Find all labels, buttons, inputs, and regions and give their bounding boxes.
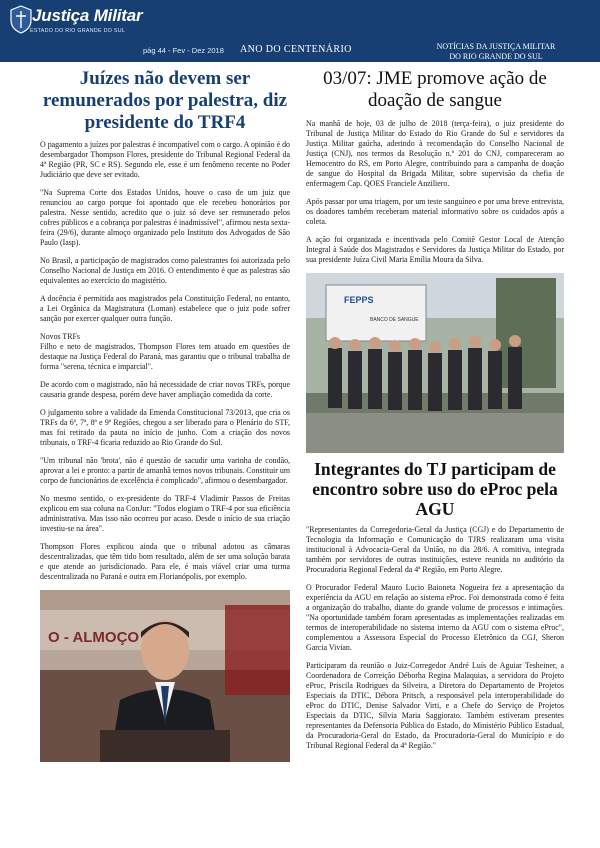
sign-logo-text: FEPPS (344, 295, 374, 305)
article-title: Integrantes do TJ participam de encontro sobre uso do eProc pela AGU (312, 459, 558, 519)
article-paragraph: No mesmo sentido, o ex-presidente do TRF-4 Vladimir Passos de Freitas explicou em sua coluna na ConJur: "Todos elogiam o TRF-4 por sua eficiência administrativa. Mas isso não ocorreu por acaso. Desde o início de sua criação investiu-se na área". (40, 494, 290, 533)
page-header (0, 0, 600, 62)
article-paragraph: O Procurador Federal Mauro Lucio Baioneta Nogueira fez a apresentação da experiência da AGU em relação ao sistema eProc. Foi demonstrada como é feita a organização do trabalho, diante do grande volume de processos e intimações. "Na oportunidade também foram apresentadas as implementações realizadas em termos de interoperabilidade no sistema interno da AGU com o sistema eProc", complementou a Assessora Especial do Processo Eletrônico da CGJ, Sheron Garcia Vivian. (306, 583, 564, 652)
article-paragraph: "Um tribunal não 'brota', não é questão de sacudir uma varinha de condão, aprovar a lei e pronto: a partir de amanhã temos novos tribunais. Constituir um corpo de funcionários de excelência é complicado", afirmou o desembargador. (40, 456, 290, 485)
article-paragraph: Na manhã de hoje, 03 de julho de 2018 (terça-feira), o juiz presidente do Tribunal de Justiça Militar do Estado do Rio Grande do Sul e servidores da Justiça Militar gaúcha, aderindo à recomendação do Conselho Nacional de Justiça (CNJ), nos termos da Resolução n.º 201 do CNJ, compareceram ao Hemocentro do RS, em Porto Alegre, contribuindo para a campanha de doação de sangue do Hospital da Brigada Militar, sobre supervisão da chefia de enfermagem Cap. QOES Franciele Anziliero. (306, 119, 564, 188)
article-paragraph: Após passar por uma triagem, por um teste sanguíneo e por uma breve entrevista, os doadores também receberam material informativo sobre os cuidados após a coleta. (306, 197, 564, 226)
article-paragraph: Participaram da reunião o Juiz-Corregedor André Luís de Aguiar Tesheiner, a Coordenadora de Correição Déborha Regina Malaquias, a servidora do Projeto eProc, Priscila Rodrigues da Silveira, a Diretora do Departamento de Projetos Especiais da DTIC, Débora Pritsch, a responsável pela interoperabilidade do eProc do DTIC, Denise Salvador Virti, e a Chefe do Serviço de Projetos Especiais da DTIC, Sílvia Maria Saggiorato. Também estiveram presentes representantes da Defensoria Pública do Estado, do Ministério Público Estadual, da Procuradoria-Geral do Estado, da Procuradoria-Geral do Município e do Tribunal Regional Federal da 4ª Região." (306, 661, 564, 750)
justica-militar-logo (8, 4, 143, 58)
page-info: pág 44 - Fev - Dez 2018 (143, 46, 224, 55)
article-paragraph: "Na Suprema Corte dos Estados Unidos, houve o caso de um juiz que renunciou ao cargo porque foi apontado que ele recebeu honorários por palestra. Nesse sentido, acredito que o juiz só deve ser remunerado pelos cofres públicos e a cobrança por palestras é inadmissível", afirmou nesta sexta-feira (29/6), durante almoço organizado pelo Instituto dos Advogados de São Paulo (Iasp). (40, 188, 290, 247)
speaker-photo-illustration (40, 590, 290, 762)
article-eproc-agu (306, 459, 564, 751)
article-title: Juízes não devem ser remunerados por palestra, diz presidente do TRF4 (42, 68, 288, 133)
article-paragraph: Thompson Flores explicou ainda que o tribunal adotou as câmaras descentralizadas, que têm tido bom resultado, além de ser uma solução barata e que atende ao jurisdicionado. Para ele, é mais viável criar uma turma descentralizada no Paraná e outra em Florianópolis, por exemplo. (40, 542, 290, 581)
header-section-title (402, 42, 590, 62)
group-photo-illustration (306, 273, 564, 453)
blood-donation-group-photo (306, 273, 564, 453)
article-paragraph: O julgamento sobre a validade da Emenda Constitucional 73/2013, que cria os TRFs da 6ª, 7ª, 8ª e 9ª Regiões, chegou a ser liberado para o Plenário do STF, mas foi retirado da pauta no início de junho. Com a criação dos novos tribunais, o TRF-4 ficaria reduzido ao Rio Grande do Sul. (40, 408, 290, 447)
header-centenary: ANO DO CENTENÁRIO (240, 44, 352, 55)
article-paragraph: Novos TRFs Filho e neto de magistrados, Thompson Flores tem atuado em questões de destaque na Justiça Federal do Paraná, mas garantiu que o tribunal trabalha de forma "serena, técnica e imparcial". (40, 332, 290, 371)
article-paragraph: A docência é permitida aos magistrados pela Constituição Federal, no entanto, a Lei Orgânica da Magistratura (Loman) estabelece que o juiz pode sofrer sanção por exercer qualquer outra função. (40, 294, 290, 323)
article-juizes (40, 68, 290, 762)
article-doacao-sangue (306, 68, 564, 453)
logo-text: Justiça Militar (32, 6, 143, 25)
article-paragraph: O pagamento a juízes por palestras é incompatível com o cargo. A opinião é do desembargador Thompson Flores, presidente do Tribunal Regional Federal da 4ª Região (PR, SC e RS). Segundo ele, esse é um fenômeno recente no Poder Judiciário que deve ser evitado. (40, 140, 290, 179)
article-paragraph: A ação foi organizada e incentivada pelo Comitê Gestor Local de Atenção Integral à Saúde dos Magistrados e Servidores da Justiça Militar do Estado, por sua presidente Juíza Civil Maria Emília Moura da Silva. (306, 235, 564, 264)
article-paragraph: "Representantes da Corregedoria-Geral da Justiça (CGJ) e do Departamento de Tecnologia da Informação e Comunicação do TJRS realizaram uma visita institucional à Advocacia-Geral da União, no dia 28/6. A comitiva, integrada também por servidores de outras instituições, esteve reunida no auditório da Procuradoria Regional Federal da 4ª Região, em Porto Alegre. (306, 525, 564, 574)
article-paragraph: De acordo com o magistrado, não há necessidade de criar novos TRFs, porque causaria grande despesa, porém deve haver ampliação comedida da corte. (40, 380, 290, 399)
header-section-line1: NOTÍCIAS DA JUSTIÇA MILITAR (436, 42, 556, 51)
header-section-line2: DO RIO GRANDE DO SUL (449, 52, 543, 61)
sign-subtitle-text: BANCO DE SANGUE (370, 317, 419, 323)
logo-subtitle: ESTADO DO RIO GRANDE DO SUL (30, 28, 126, 34)
right-column (306, 68, 564, 759)
article-title: 03/07: JME promove ação de doação de sangue (323, 68, 547, 111)
article-paragraph: No Brasil, a participação de magistrados como palestrantes foi autorizada pelo Conselho Nacional de Justiça em 2016. O entendimento é que as palestras são equivalentes ao exercício do magistério. (40, 256, 290, 285)
speaker-photo (40, 590, 290, 762)
banner-text: O - ALMOÇO (48, 629, 140, 646)
